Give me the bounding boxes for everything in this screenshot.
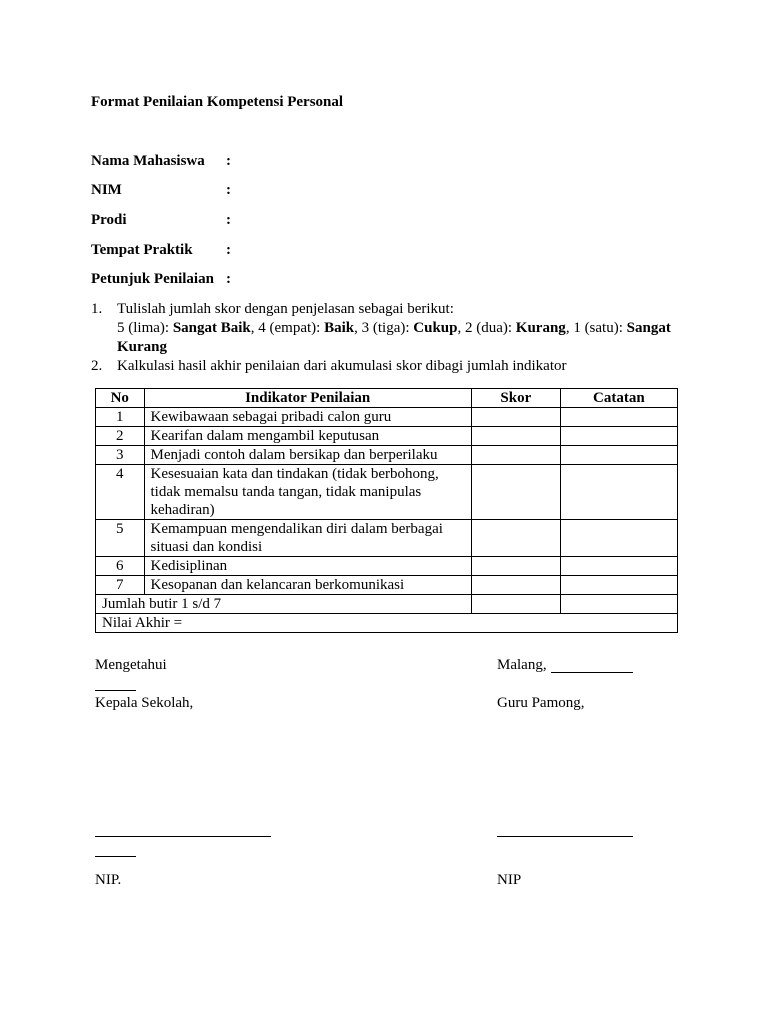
score-2-label: Kurang [515, 320, 566, 336]
row-catatan-cell[interactable] [560, 408, 677, 427]
score-3-label: Cukup [413, 320, 458, 336]
field-colon-nama: : [226, 153, 231, 169]
row-indikator: Menjadi contoh dalam bersikap dan berperilaku [144, 446, 471, 465]
field-label-nama: Nama Mahasiswa [91, 153, 205, 169]
jumlah-catatan-cell[interactable] [560, 595, 677, 614]
guru-pamong-label: Guru Pamong, [497, 695, 585, 711]
score-5-label: Sangat Baik [172, 320, 251, 336]
nilai-akhir-row [96, 614, 678, 633]
field-colon-petunjuk: : [226, 271, 231, 287]
instruction-text: Kalkulasi hasil akhir penilaian dari akumulasi skor dibagi jumlah indikator [117, 358, 567, 374]
row-no: 4 [96, 465, 145, 520]
jumlah-skor-cell[interactable] [471, 595, 560, 614]
kepala-sekolah-label: Kepala Sekolah, [95, 695, 194, 711]
field-label-petunjuk: Petunjuk Penilaian [91, 271, 214, 287]
row-skor-cell[interactable] [471, 408, 560, 427]
document-title: Format Penilaian Kompetensi Personal [91, 94, 344, 110]
table-row [96, 446, 678, 465]
header-catatan: Catatan [560, 389, 677, 408]
table-row [96, 520, 678, 557]
field-label-nim: NIM [91, 182, 122, 198]
table-row [96, 427, 678, 446]
score-3-prefix: , 3 (tiga): [354, 320, 414, 336]
row-no: 3 [96, 446, 145, 465]
instruction-number: 2. [91, 358, 103, 374]
table-row [96, 465, 678, 520]
malang-label: Malang, [497, 657, 547, 673]
kepala-sekolah-signature-line[interactable] [95, 836, 271, 837]
row-skor-cell[interactable] [471, 427, 560, 446]
instruction-intro: Tulislah jumlah skor dengan penjelasan sebagai berikut: [117, 301, 454, 317]
row-no: 7 [96, 576, 145, 595]
table-row [96, 557, 678, 576]
score-4-prefix: , 4 (empat): [250, 320, 325, 336]
row-indikator: Kearifan dalam mengambil keputusan [144, 427, 471, 446]
table-row [96, 576, 678, 595]
row-skor-cell[interactable] [471, 446, 560, 465]
score-1-prefix: , 1 (satu): [565, 320, 627, 336]
row-skor-cell[interactable] [471, 557, 560, 576]
row-no: 1 [96, 408, 145, 427]
row-no: 5 [96, 520, 145, 557]
instruction-number: 1. [91, 301, 103, 317]
row-catatan-cell[interactable] [560, 557, 677, 576]
row-catatan-cell[interactable] [560, 427, 677, 446]
jumlah-row [96, 595, 678, 614]
guru-pamong-signature-line[interactable] [497, 836, 633, 837]
row-indikator: Kedisiplinan [144, 557, 471, 576]
row-catatan-cell[interactable] [560, 465, 677, 520]
row-indikator: Kesopanan dan kelancaran berkomunikasi [144, 576, 471, 595]
score-1-label: Sangat Kurang [117, 320, 671, 355]
row-catatan-cell[interactable] [560, 520, 677, 557]
row-skor-cell[interactable] [471, 520, 560, 557]
row-catatan-cell[interactable] [560, 446, 677, 465]
row-indikator: Kewibawaan sebagai pribadi calon guru [144, 408, 471, 427]
table-row [96, 408, 678, 427]
row-indikator: Kesesuaian kata dan tindakan (tidak berbohong, tidak memalsu tanda tangan, tidak manipulas kehadiran) [144, 465, 471, 520]
row-no: 6 [96, 557, 145, 576]
short-rule [95, 690, 136, 691]
header-indikator: Indikator Penilaian [144, 389, 471, 408]
nilai-akhir-label: Nilai Akhir = [96, 614, 678, 633]
score-scale [117, 319, 691, 357]
score-5-prefix: 5 (lima): [117, 320, 173, 336]
instructions-list [91, 300, 691, 376]
short-rule [95, 856, 136, 857]
score-2-prefix: , 2 (dua): [457, 320, 516, 336]
header-no: No [96, 389, 145, 408]
instruction-item-1 [91, 300, 691, 357]
row-skor-cell[interactable] [471, 465, 560, 520]
jumlah-label: Jumlah butir 1 s/d 7 [96, 595, 472, 614]
row-no: 2 [96, 427, 145, 446]
field-label-tempat: Tempat Praktik [91, 242, 193, 258]
field-colon-tempat: : [226, 242, 231, 258]
guru-pamong-nip-label: NIP [497, 872, 522, 888]
row-skor-cell[interactable] [471, 576, 560, 595]
row-catatan-cell[interactable] [560, 576, 677, 595]
field-label-prodi: Prodi [91, 212, 127, 228]
mengetahui-label: Mengetahui [95, 657, 167, 673]
score-4-label: Baik [324, 320, 355, 336]
date-blank-line[interactable] [551, 672, 633, 673]
kepala-sekolah-nip-label: NIP. [95, 872, 122, 888]
table-header-row [96, 389, 678, 408]
header-skor: Skor [471, 389, 560, 408]
row-indikator: Kemampuan mengendalikan diri dalam berbagai situasi dan kondisi [144, 520, 471, 557]
instruction-item-2 [91, 357, 691, 376]
assessment-table [95, 388, 678, 633]
field-colon-nim: : [226, 182, 231, 198]
field-colon-prodi: : [226, 212, 231, 228]
